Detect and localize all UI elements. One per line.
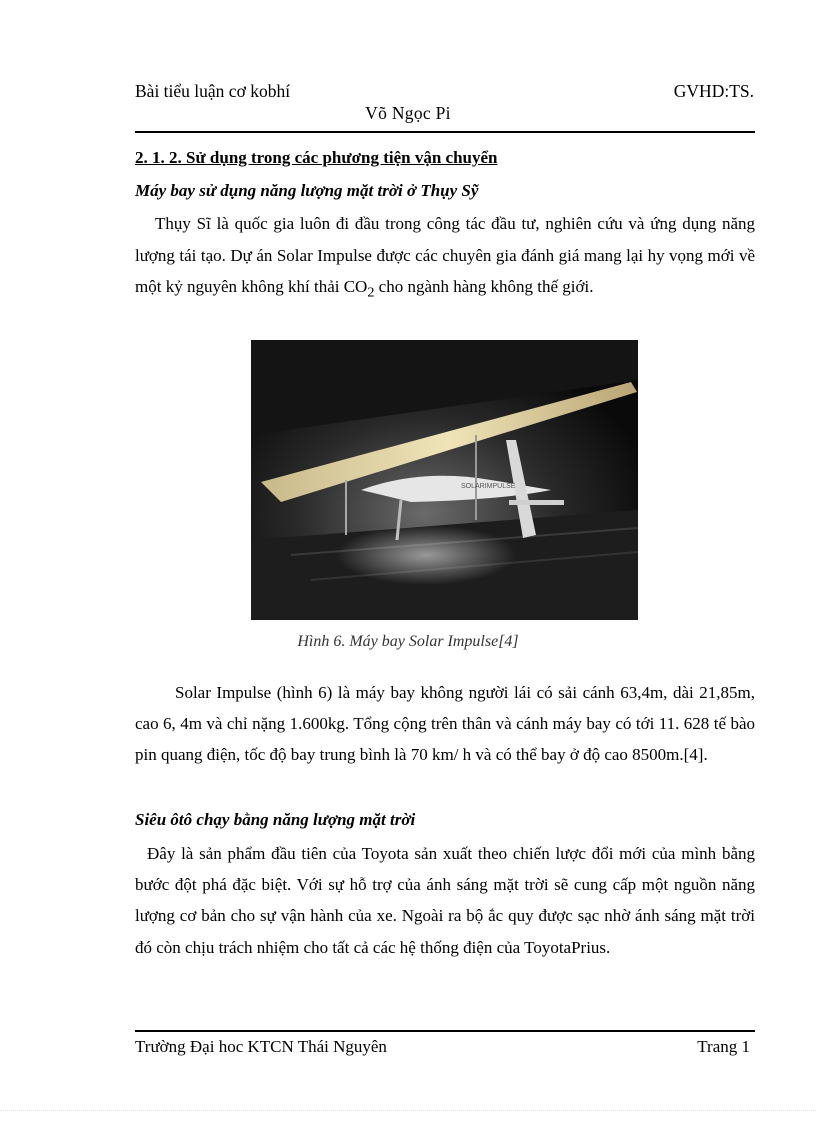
subheading-solar-plane: Máy bay sử dụng năng lượng mặt trời ở Thụy Sỹ [135,181,479,200]
section-heading: 2. 1. 2. Sử dụng trong các phương tiện vận chuyển [135,148,498,167]
paragraph-intro-text: Thụy Sĩ là quốc gia luôn đi đầu trong công tác đầu tư, nghiên cứu và ứng dụng năng lượng tái tạo. Dự án Solar Impulse được các chuyên gia đánh giá mang lại hy vọng mới về một kỷ nguyên không khí thải CO [135,214,755,296]
header-supervisor-name: Võ Ngọc Pi [365,103,451,123]
paragraph-toyota: Đây là sản phẩm đầu tiên của Toyota sản xuất theo chiến lược đổi mới của mình bằng bước đột phá đặc biệt. Với sự hỗ trợ của ánh sáng mặt trời sẽ cung cấp một nguồn năng lượng cơ bản cho sự vận hành của xe. Ngoài ra bộ ắc quy được sạc nhờ ánh sáng mặt trời đó còn chịu trách nhiệm cho tất cả các hệ thống điện của ToyotaPrius. [135,844,755,957]
paragraph-intro [135,208,755,309]
header-divider [135,131,755,133]
header-supervisor-label: GVHD:TS. [673,81,754,101]
subheading-solar-car: Siêu ôtô chạy bằng năng lượng mặt trời [135,810,416,829]
footer-page-number: Trang 1 [697,1037,750,1056]
footer-divider [135,1030,755,1032]
plane-livery-label: SOLARIMPULSE [461,483,516,490]
header-course-title: Bài tiểu luận cơ kobhí [135,81,291,101]
floor-spotlight [336,525,516,585]
figure-caption: Hình 6. Máy bay Solar Impulse[4] [297,633,519,650]
co2-subscript: 2 [367,284,375,301]
page-boundary [0,1110,816,1111]
plane-tailplane [509,500,564,505]
paragraph-intro-tail: cho ngành hàng không thế giới. [374,277,594,296]
paragraph-solar-impulse: Solar Impulse (hình 6) là máy bay không người lái có sải cánh 63,4m, dài 21,85m, cao 6, 4m và chỉ nặng 1.600kg. Tổng cộng trên thân và cánh máy bay có tới 11. 628 tế bào pin quang điện, tốc độ bay trung bình là 70 km/ h và có thể bay ở độ cao 8500m.[4]. [135,683,755,765]
footer-university: Trường Đại hoc KTCN Thái Nguyên [135,1037,387,1056]
solar-impulse-photo [251,340,638,620]
